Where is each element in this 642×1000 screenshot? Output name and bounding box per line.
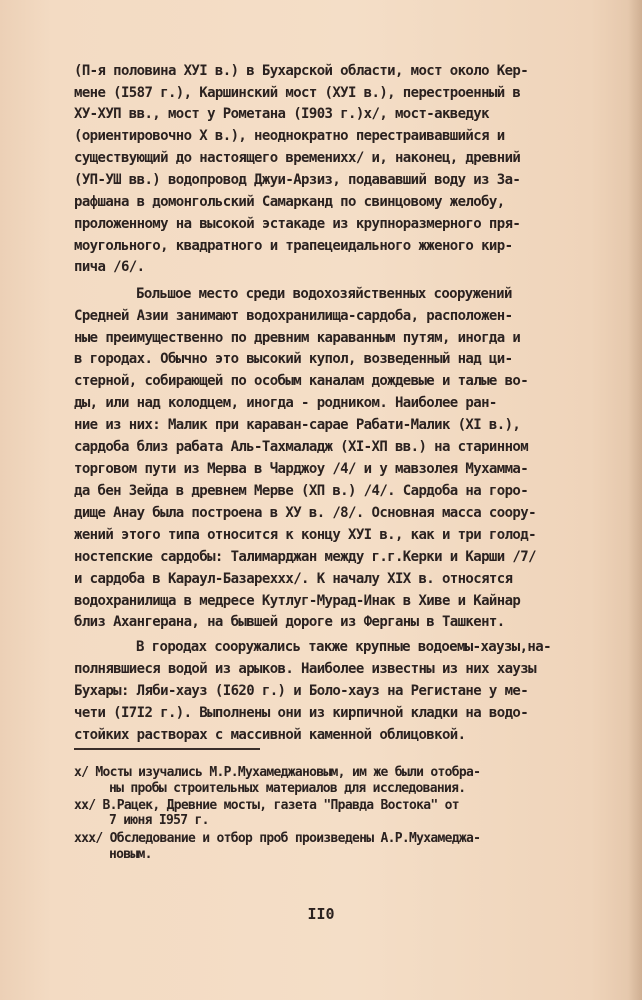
text-line: водохранилища в медресе Кутлуг-Мурад-Инак в Хиве и Кайнар: [74, 593, 521, 609]
text-line: Средней Азии занимают водохранилища-сардоба, расположен-: [74, 308, 513, 324]
text-line: Бухары: Ляби-хауз (I620 г.) и Боло-хауз на Регистане у ме-: [74, 683, 529, 699]
text-line: Большое место среди водохозяйственных сооружений: [136, 286, 512, 302]
footnote-line: xx/ В.Рацек, Древние мосты, газета "Правда Востока" от: [74, 798, 459, 813]
text-line: (УП-УШ вв.) водопровод Джуи-Арзиз, подававший воду из За-: [74, 172, 521, 188]
text-line: мене (I587 г.), Каршинский мост (ХУI в.), перестроенный в: [74, 85, 521, 101]
text-line: ХУ-ХУП вв., мост у Рометана (I903 г.)x/, мост-акведук: [74, 106, 489, 122]
text-line: стойких растворах с массивной каменной облицовкой.: [74, 727, 466, 743]
text-line: сардоба близ рабата Аль-Тахмаладж (ХI-ХП вв.) на старинном: [74, 439, 529, 455]
text-line: проложенному на высокой эстакаде из крупноразмерного пря-: [74, 216, 521, 232]
text-line: (ориентировочно Х в.), неоднократно перестраивавшийся и: [74, 128, 505, 144]
page-number: II0: [307, 905, 335, 923]
text-line: существующий до настоящего времениxx/ и, наконец, древний: [74, 150, 521, 166]
text-line: в городах. Обычно это высокий купол, возведенный над ци-: [74, 351, 513, 367]
text-line: (П-я половина ХУI в.) в Бухарской области, мост около Кер-: [74, 63, 529, 79]
text-line: и сардоба в Караул-Базареxxx/. К началу ХIХ в. относятся: [74, 571, 513, 587]
text-line: полнявшиеся водой из арыков. Наиболее известны из них хаузы: [74, 661, 536, 677]
text-line: пича /6/.: [74, 259, 145, 275]
text-line: ды, или над колодцем, иногда - родником. Наиболее ран-: [74, 395, 497, 411]
text-line: ние из них: Малик при караван-сарае Рабати-Малик (ХI в.),: [74, 417, 521, 433]
text-line: да бен Зейда в древнем Мерве (ХП в.) /4/. Сардоба на горо-: [74, 483, 529, 499]
text-line: В городах сооружались также крупные водоемы-хаузы,на-: [136, 639, 551, 655]
text-line: дище Анау была построена в ХУ в. /8/. Основная масса соору-: [74, 505, 536, 521]
text-line: рафшана в домонгольский Самарканд по свинцовому желобу,: [74, 194, 505, 210]
text-line: близ Ахангерана, на бывшей дороге из Ферганы в Ташкент.: [74, 614, 505, 630]
footnote-line: ны пробы строительных материалов для исследования.: [109, 781, 466, 796]
footnote-separator: [74, 748, 260, 750]
text-line: моугольного, квадратного и трапецеидального жженого кир-: [74, 238, 513, 254]
footnote-line: xxx/ Обследование и отбор проб произведены А.Р.Мухамеджа-: [74, 831, 481, 846]
footnote-line: новым.: [109, 847, 152, 862]
text-line: стерной, собирающей по особым каналам дождевые и талые во-: [74, 373, 529, 389]
text-line: ные преимущественно по древним караванным путям, иногда и: [74, 330, 521, 346]
footnote-line: 7 июня I957 г.: [109, 813, 209, 828]
text-line: жений этого типа относится к концу ХУI в., как и три голод-: [74, 527, 536, 543]
footnote-line: x/ Мосты изучались М.Р.Мухамеджановым, им же были отобра-: [74, 765, 481, 780]
text-line: ностепские сардобы: Талимарджан между г.г.Керки и Карши /7/: [74, 549, 536, 565]
text-line: чети (I7I2 г.). Выполнены они из кирпичной кладки на водо-: [74, 705, 529, 721]
text-line: торговом пути из Мерва в Чарджоу /4/ и у мавзолея Мухамма-: [74, 461, 529, 477]
